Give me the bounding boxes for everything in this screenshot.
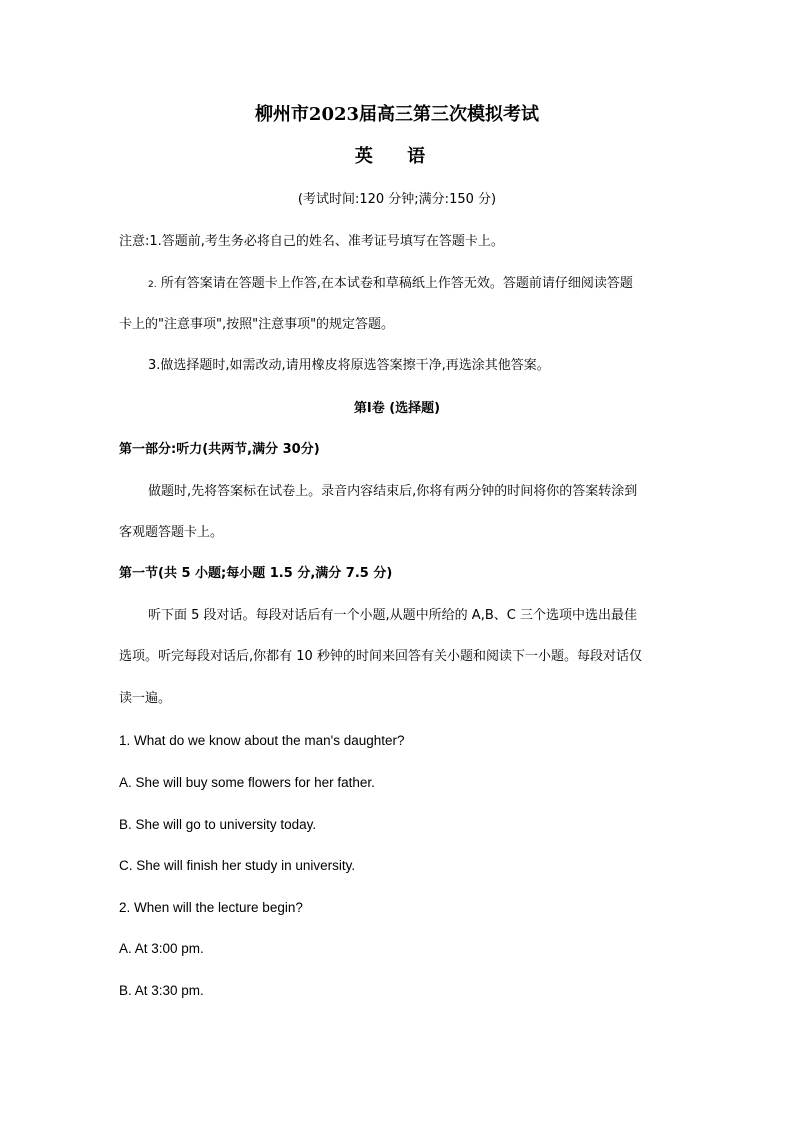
notice-item-2-line-2: 卡上的"注意事项",按照"注意事项"的规定答题。: [119, 317, 395, 332]
section1-intro-line-2: 选项。听完每段对话后,你都有 10 秒钟的时间来回答有关小题和阅读下一小题。每段对话仅: [119, 649, 642, 664]
part1-intro-line-1: 做题时,先将答案标在试卷上。录音内容结束后,你将有两分钟的时间将你的答案转涂到: [148, 484, 638, 499]
question-2-option-b: B. At 3:30 pm.: [119, 983, 204, 998]
part1-intro-line-2: 客观题答题卡上。: [119, 525, 224, 540]
notice-line-1: 注意:1.答题前,考生务必将自己的姓名、准考证号填写在答题卡上。: [119, 234, 504, 249]
part1-heading: 第一部分:听力(共两节,满分 30分): [119, 442, 320, 457]
section1-heading: 第一节(共 5 小题;每小题 1.5 分,满分 7.5 分): [119, 566, 393, 581]
question-1-option-b: B. She will go to university today.: [119, 817, 317, 832]
subject-title: 英 语: [354, 146, 440, 167]
question-1-option-c: C. She will finish her study in university.: [119, 858, 356, 873]
notice-item-3: 3.做选择题时,如需改动,请用橡皮将原选答案擦干净,再选涂其他答案。: [148, 358, 550, 373]
section1-intro-line-1: 听下面 5 段对话。每段对话后有一个小题,从题中所给的 A,B、C 三个选项中选出最佳: [148, 608, 637, 623]
question-1-option-a: A. She will buy some flowers for her father.: [119, 775, 375, 790]
question-1-stem: 1. What do we know about the man's daughter?: [119, 733, 405, 748]
section1-intro-line-3: 读一遍。: [119, 691, 172, 706]
notice-item-2: [148, 276, 633, 293]
volume-heading: 第Ⅰ卷 (选择题): [353, 401, 441, 416]
question-2-option-a: A. At 3:00 pm.: [119, 941, 204, 956]
question-2-stem: 2. When will the lecture begin?: [119, 900, 303, 915]
exam-info: (考试时间:120 分钟;满分:150 分): [297, 192, 497, 207]
notice-item-2-number: 2.: [148, 280, 157, 290]
exam-title: 柳州市2023届高三第三次模拟考试: [254, 104, 540, 125]
notice-item-2-line-1: 所有答案请在答题卡上作答,在本试卷和草稿纸上作答无效。答题前请仔细阅读答题: [160, 276, 633, 291]
